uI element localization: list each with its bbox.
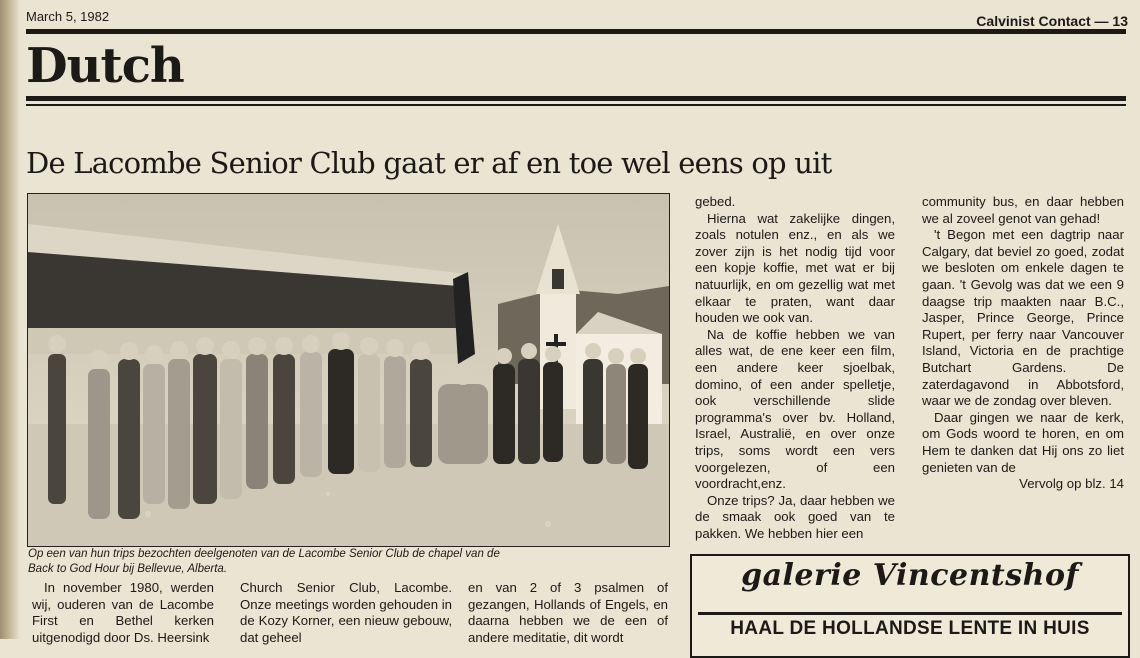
continued-note: Vervolg op blz. 14 <box>1019 476 1124 492</box>
publication-page-label: Calvinist Contact — 13 <box>976 13 1128 29</box>
article-column-3 <box>695 194 895 542</box>
paragraph: gebed. <box>695 194 736 209</box>
article-column-5 <box>468 580 668 646</box>
paragraph: Church Senior Club, Lacombe. Onze meetings worden gehouden in de Kozy Korner, een nieuw gebouw, dat geheel <box>240 580 452 645</box>
ad-subtitle: HAAL DE HOLLANDSE LENTE IN HUIS <box>730 618 1090 639</box>
paragraph: Na de koffie hebben we van alles wat, de ene keer een film, een andere keer sjoelbak, domino, of een ander spelletje, ook verschillende slide programma's over bv. Holland, Israel, Australië, en over onze trips, soms wordt een vers voorgelezen, of een voordracht,enz. <box>695 326 895 492</box>
paragraph: Onze trips? Ja, daar hebben we de smaak ook goed van te pakken. We hebben hier een <box>695 492 895 541</box>
article-column-4 <box>922 194 1124 493</box>
section-rule-thin <box>26 104 1126 106</box>
advertisement-box <box>690 554 1130 658</box>
paragraph: en van 2 of 3 psalmen of gezangen, Hollands of Engels, en daarna hebben we de een of andere meditatie, dit wordt <box>468 580 668 645</box>
article-headline: De Lacombe Senior Club gaat er af en toe wel eens op uit <box>26 146 832 180</box>
photo-caption-line-1: Op een van hun trips bezochten deelgenoten van de Lacombe Senior Club de chapel van de <box>28 548 500 560</box>
photo-caption <box>28 547 668 577</box>
paragraph: 't Begon met een dagtrip naar Calgary, dat beviel zo goed, zodat we besloten om enkele dagen te gaan. 't Gevolg was dat we een 9 daagse trip maakten naar B.C., Jasper, Prince George, Prince Rupert, per ferry naar Vancouver Island, Victoria en de prachtige Butchart Gardens. De zaterdagavond in Abbotsford, waar we de zondag over bleven. <box>922 227 1124 409</box>
paragraph: Daar gingen we naar de kerk, om Gods woord te horen, en om Hem te danken dat Hij ons zo liet genieten van de <box>922 409 1124 475</box>
article-column-1 <box>32 580 214 646</box>
paragraph: community bus, en daar hebben we al zoveel genot van gehad! <box>922 194 1124 226</box>
group-photo-illustration <box>28 194 669 546</box>
issue-date: March 5, 1982 <box>26 9 110 24</box>
paragraph: In november 1980, werden wij, ouderen van de Lacombe First en Bethel kerken uitgenodigd door Ds. Heersink <box>32 580 214 645</box>
photo-caption-line-2: Back to God Hour bij Bellevue, Alberta. <box>28 563 228 575</box>
section-rule <box>26 96 1126 101</box>
article-photo <box>27 193 670 547</box>
ad-rule <box>698 612 1122 615</box>
paragraph: Hierna wat zakelijke dingen, zoals notulen enz., en als we zover zijn is het nodig tijd voor een kopje koffie, met wat er bij natuurlijk, en om gezellig wat met elkaar te praten, want daar houden we ook van. <box>695 210 895 326</box>
article-column-2 <box>240 580 452 646</box>
section-title: Dutch <box>26 38 184 94</box>
ad-title: galerie Vincentshof <box>741 558 1079 593</box>
binding-shadow <box>0 0 20 639</box>
header-rule <box>26 29 1126 34</box>
